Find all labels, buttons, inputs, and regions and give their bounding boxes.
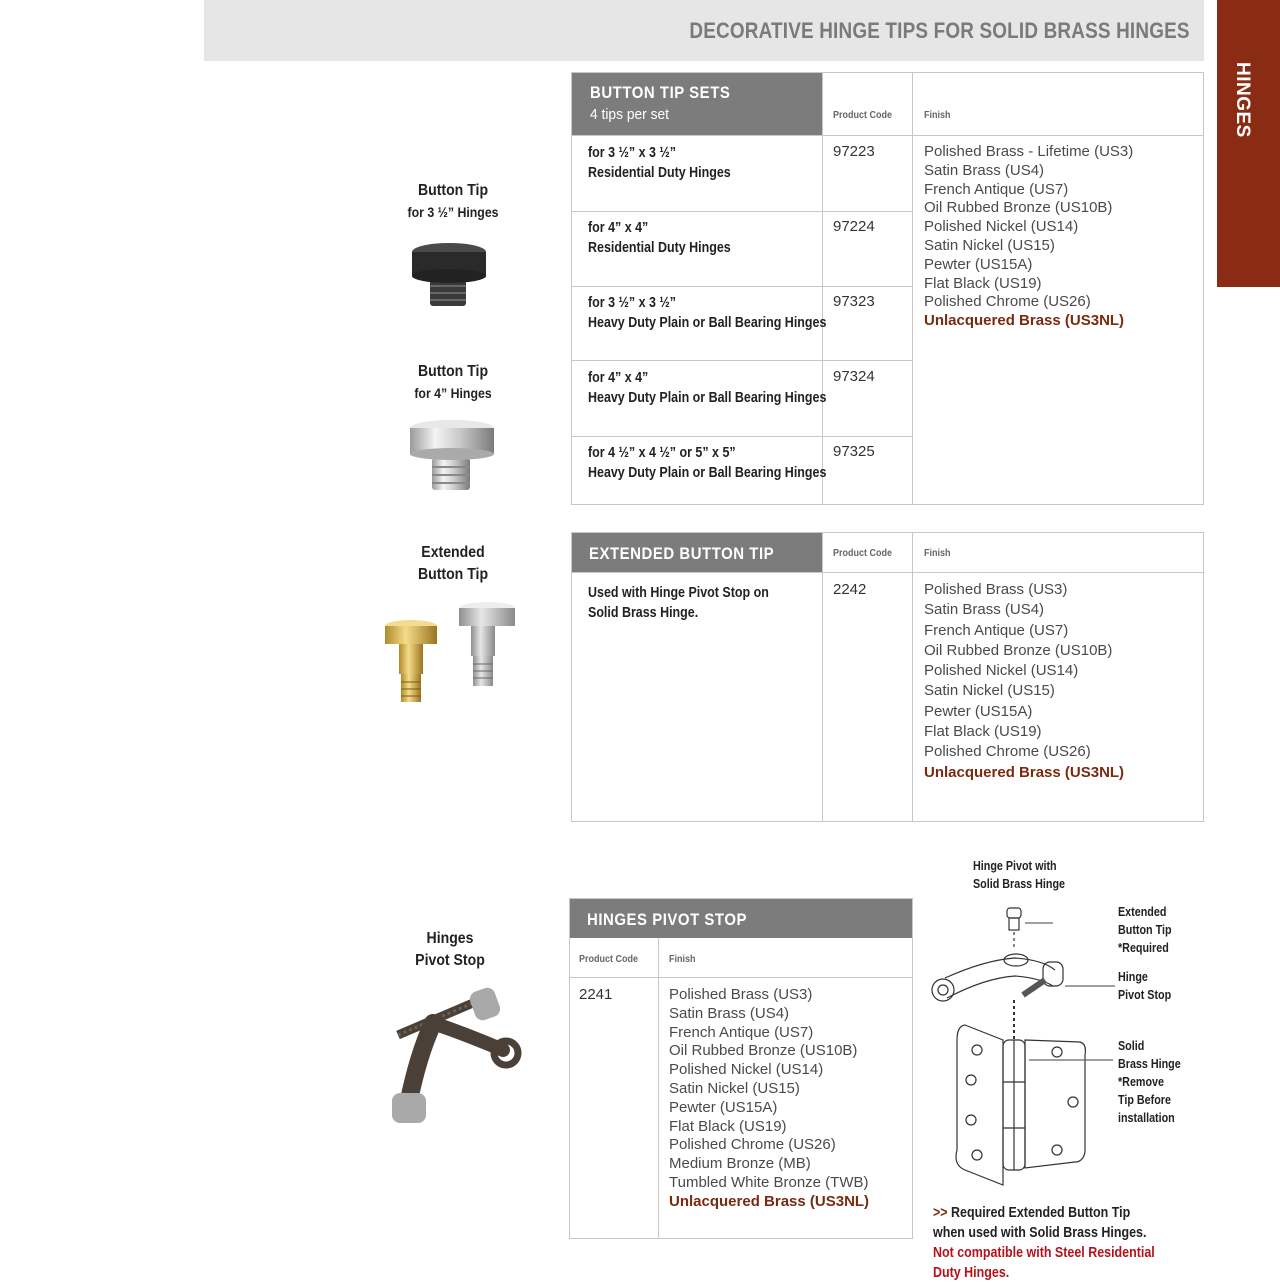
product-code: 97325 — [833, 443, 875, 460]
finish-item: Polished Brass (US3) — [924, 581, 1068, 598]
finish-item: Polished Nickel (US14) — [924, 218, 1079, 236]
finish-item: Satin Brass (US4) — [669, 1004, 790, 1022]
finish-item: Satin Nickel (US15) — [924, 236, 1055, 254]
row-description: for 4 ½” x 4 ½” or 5” x 5” Heavy Duty Plain or Ball Bearing Hinges — [588, 445, 827, 481]
row-description: for 4” x 4” Heavy Duty Plain or Ball Bearing Hinges — [588, 370, 827, 406]
finish-item: Satin Brass (US4) — [924, 161, 1045, 179]
finish-list — [669, 986, 869, 1212]
finish-item: Medium Bronze (MB) — [669, 1155, 811, 1173]
product-code: 2242 — [833, 581, 867, 598]
product-code: 97223 — [833, 143, 875, 160]
section-tab-label: HINGES — [1232, 62, 1253, 138]
finish-item-highlight: Unlacquered Brass (US3NL) — [924, 312, 1125, 330]
row-description: for 4” x 4” Residential Duty Hinges — [588, 220, 731, 256]
table-header — [572, 533, 822, 572]
product-line2: Pivot Stop — [415, 952, 485, 969]
finish-item: Tumbled White Bronze (TWB) — [669, 1173, 869, 1191]
column-header-code: Product Code — [579, 954, 639, 965]
finish-item: Satin Brass (US4) — [924, 601, 1045, 619]
note-text: Required Extended Button Tip when used with Solid Brass Hinges. — [933, 1205, 1147, 1241]
finish-item: Oil Rubbed Bronze (US10B) — [924, 641, 1113, 659]
column-header-code: Product Code — [833, 110, 893, 121]
finish-item: Polished Chrome (US26) — [924, 293, 1091, 311]
finish-list — [924, 143, 1133, 331]
finish-item: Polished Brass - Lifetime (US3) — [924, 143, 1134, 160]
finish-item: Satin Nickel (US15) — [924, 682, 1055, 700]
table-title: BUTTON TIP SETS — [590, 83, 731, 102]
table-title: HINGES PIVOT STOP — [587, 910, 747, 929]
finish-item: Polished Brass (US3) — [669, 986, 813, 1003]
table-title: EXTENDED BUTTON TIP — [589, 544, 775, 563]
finish-item: Pewter (US15A) — [669, 1098, 778, 1116]
finish-item: Flat Black (US19) — [669, 1117, 787, 1135]
finish-item: Flat Black (US19) — [924, 723, 1042, 741]
product-caption-button-tip-4 — [400, 361, 506, 403]
finish-item: Polished Chrome (US26) — [669, 1136, 836, 1154]
diagram-label-solid-hinge: Solid Brass Hinge *Remove Tip Before installation — [1118, 1039, 1181, 1125]
column-header-code: Product Code — [833, 548, 893, 559]
finish-item: Flat Black (US19) — [924, 274, 1042, 292]
finish-item: Satin Nickel (US15) — [669, 1079, 800, 1097]
finish-item: French Antique (US7) — [924, 621, 1069, 639]
product-line1: Extended — [421, 544, 485, 561]
finish-item: Oil Rubbed Bronze (US10B) — [924, 199, 1113, 217]
table-header — [570, 899, 912, 938]
diagram-title: Hinge Pivot with Solid Brass Hinge — [973, 859, 1066, 891]
extended-button-tip-image — [385, 600, 525, 710]
product-caption-button-tip-35 — [400, 180, 506, 222]
finish-item: Oil Rubbed Bronze (US10B) — [669, 1042, 858, 1060]
product-code: 97224 — [833, 218, 875, 235]
product-sub: for 3 ½” Hinges — [407, 204, 499, 220]
row-description: for 3 ½” x 3 ½” Residential Duty Hinges — [588, 145, 731, 181]
section-tab-hinges[interactable] — [1217, 0, 1280, 287]
finish-item-highlight: Unlacquered Brass (US3NL) — [669, 1192, 870, 1210]
column-header-finish: Finish — [669, 954, 696, 965]
product-code: 97323 — [833, 293, 875, 310]
note-warning: Not compatible with Steel Residential Duty Hinges. — [933, 1245, 1155, 1281]
page-title: DECORATIVE HINGE TIPS FOR SOLID BRASS HINGES — [689, 18, 1190, 43]
product-code: 97324 — [833, 368, 875, 385]
column-header-finish: Finish — [924, 110, 951, 121]
finish-item: French Antique (US7) — [924, 180, 1069, 198]
diagram-label-extended-tip: Extended Button Tip *Required — [1118, 905, 1172, 955]
button-tip-sets-table — [571, 72, 1204, 505]
finish-item: Polished Nickel (US14) — [924, 662, 1079, 680]
button-tip-chrome-image — [406, 418, 498, 494]
product-name: Button Tip — [417, 363, 489, 380]
table-header — [572, 73, 822, 135]
finish-item-highlight: Unlacquered Brass (US3NL) — [924, 763, 1125, 781]
table-subtitle: 4 tips per set — [590, 106, 670, 123]
column-header-finish: Finish — [924, 548, 951, 559]
finish-item: French Antique (US7) — [669, 1023, 814, 1041]
header-bar — [204, 0, 1204, 61]
hinges-pivot-stop-table — [569, 898, 913, 1239]
finish-item: Polished Chrome (US26) — [924, 743, 1091, 761]
product-line2: Button Tip — [417, 566, 489, 583]
product-caption-extended — [400, 542, 506, 586]
extended-button-tip-table — [571, 532, 1204, 822]
compatibility-note — [933, 1203, 1165, 1283]
button-tip-black-image — [408, 240, 490, 310]
row-description: for 3 ½” x 3 ½” Heavy Duty Plain or Ball Bearing Hinges — [588, 295, 827, 331]
product-caption-pivot — [397, 928, 503, 972]
finish-item: Pewter (US15A) — [924, 702, 1033, 720]
hinge-assembly-diagram — [925, 900, 1120, 1190]
finish-item: Polished Nickel (US14) — [669, 1061, 824, 1079]
product-sub: for 4” Hinges — [414, 385, 492, 401]
finish-item: Pewter (US15A) — [924, 255, 1033, 273]
product-name: Button Tip — [417, 182, 489, 199]
diagram-label-pivot-stop: Hinge Pivot Stop — [1118, 970, 1172, 1002]
product-line1: Hinges — [426, 930, 474, 947]
note-arrow: >> — [933, 1205, 948, 1221]
product-code: 2241 — [579, 986, 613, 1003]
row-description: Used with Hinge Pivot Stop on Solid Brass Hinge. — [588, 585, 769, 621]
pivot-stop-image — [378, 975, 528, 1135]
finish-list — [924, 580, 1124, 783]
